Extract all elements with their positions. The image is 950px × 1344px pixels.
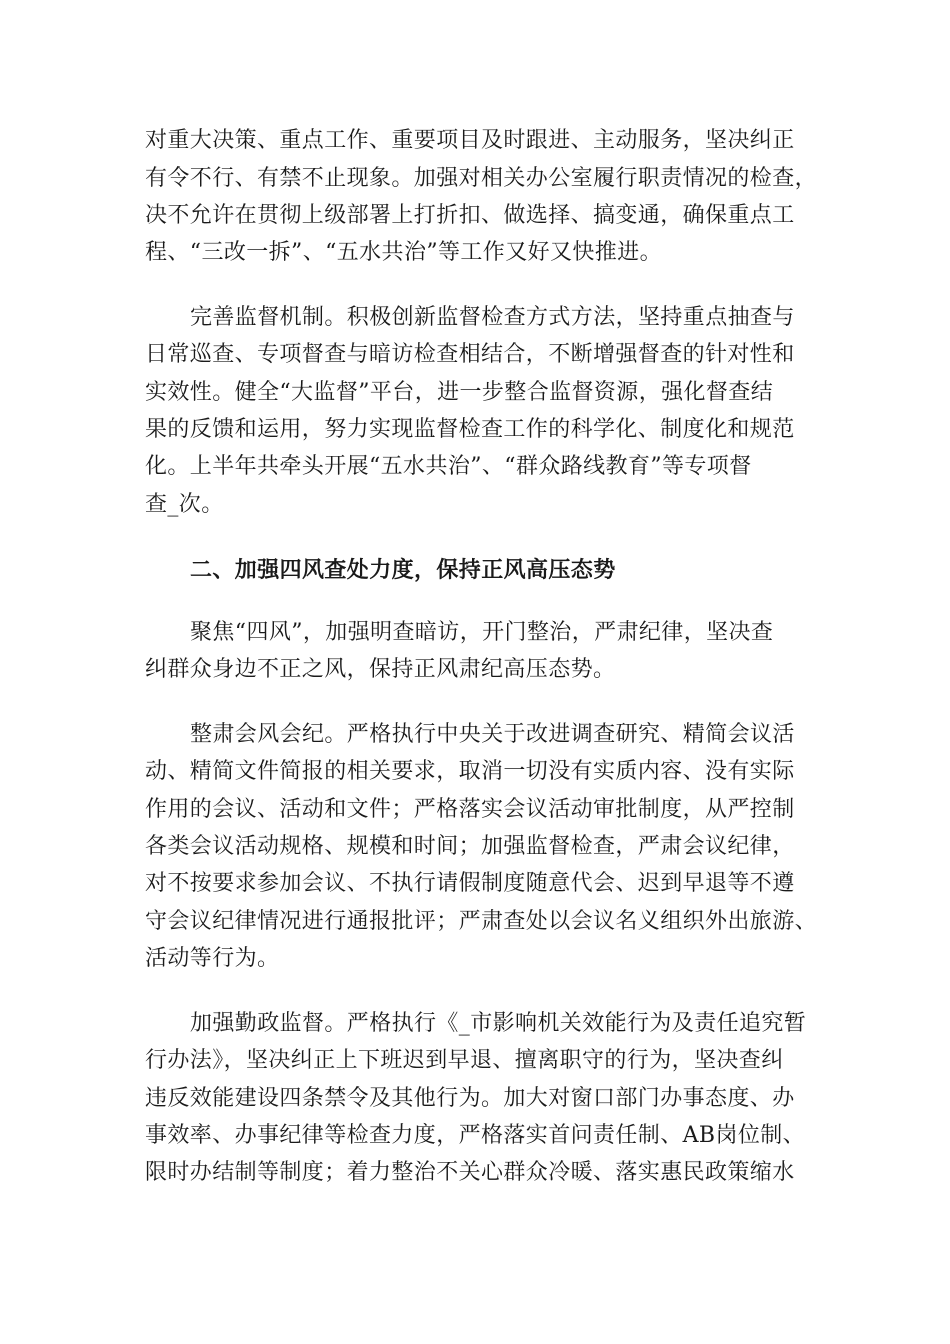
text-line: 对不按要求参加会议、不执行请假制度随意代会、迟到早退等不遵 [145,871,795,896]
text-line: 对重大决策、重点工作、重要项目及时跟进、主动服务，坚决纠正 [145,128,795,153]
section-heading: 二、加强四风查处力度，保持正风高压态势 [190,557,616,583]
text-line: 活动等行为。 [145,946,280,971]
text-line: 化。上半年共牵头开展“五水共治”、“群众路线教育”等专项督 [145,454,752,479]
text-line: 日常巡查、专项督查与暗访检查相结合，不断增强督查的针对性和 [145,342,795,367]
text-line: 果的反馈和运用，努力实现监督检查工作的科学化、制度化和规范 [145,417,795,442]
text-line: 程、“三改一拆”、“五水共治”等工作又好又快推进。 [145,240,662,265]
text-line: 完善监督机制。积极创新监督检查方式方法，坚持重点抽查与 [190,305,795,330]
text-line: 动、精简文件简报的相关要求，取消一切没有实质内容、没有实际 [145,759,795,784]
text-line: 有令不行、有禁不止现象。加强对相关办公室履行职责情况的检查， [145,166,818,191]
text-line: 聚焦“四风”，加强明查暗访，开门整治，严肃纪律，坚决查 [190,620,774,645]
text-line: 加强勤政监督。严格执行《_市影响机关效能行为及责任追究暂 [190,1011,807,1036]
text-line: 整肃会风会纪。严格执行中央关于改进调查研究、精简会议活 [190,722,795,747]
text-line: 决不允许在贯彻上级部署上打折扣、做选择、搞变通，确保重点工 [145,203,795,228]
text-line: 违反效能建设四条禁令及其他行为。加大对窗口部门办事态度、办 [145,1086,795,1111]
text-line: 查_次。 [145,492,224,517]
text-line: 作用的会议、活动和文件；严格落实会议活动审批制度，从严控制 [145,797,795,822]
text-line: 事效率、办事纪律等检查力度，严格落实首问责任制、AB岗位制、 [145,1123,806,1148]
text-line: 纠群众身边不正之风，保持正风肃纪高压态势。 [145,657,616,682]
text-line: 限时办结制等制度；着力整治不关心群众冷暖、落实惠民政策缩水 [145,1160,795,1185]
text-line: 实效性。健全“大监督”平台，进一步整合监督资源，强化督查结 [145,380,774,405]
text-line: 各类会议活动规格、规模和时间；加强监督检查，严肃会议纪律， [145,834,795,859]
text-line: 行办法》，坚决纠正上下班迟到早退、擅离职守的行为，坚决查纠 [145,1048,784,1073]
text-line: 守会议纪律情况进行通报批评；严肃查处以会议名义组织外出旅游、 [145,909,818,934]
